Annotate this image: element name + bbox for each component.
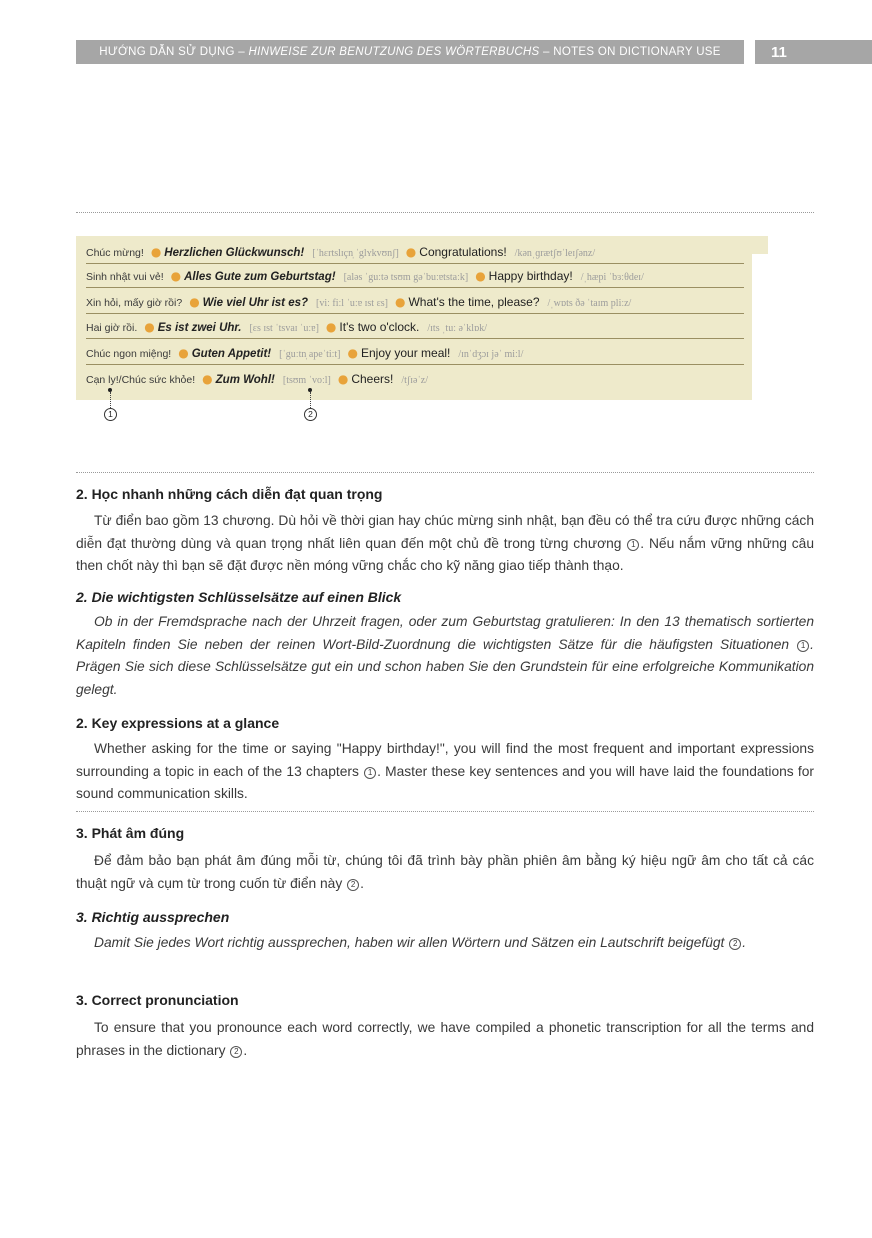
bullet-icon: ● (337, 372, 349, 386)
divider (76, 472, 814, 473)
phrase-de: Es ist zwei Uhr. (157, 322, 242, 334)
bullet-icon: ● (144, 320, 155, 334)
section-2-en-heading: 2. Key expressions at a glance (76, 715, 280, 731)
phrase-row (86, 315, 744, 339)
phrase-de: Alles Gute zum Geburtstag! (184, 271, 336, 283)
phrase-en: Cheers! (351, 372, 394, 386)
phrase-en-ipa: /ɪts ˌtuː əˈklɒk/ (427, 323, 488, 334)
section-2-en-text: Whether asking for the time or saying "Happy birthday!", you will find the most frequent and important expressions surrounding a topic in each of the 13 chapters 1 . Master these key sentences and you will have laid the foundations for sound communication skills. (76, 741, 814, 801)
section-3-vi-heading: 3. Phát âm đúng (76, 825, 185, 841)
phrase-de-ipa: [ˈguːtn̩ apeˈtiːt] (279, 349, 341, 360)
phrase-de-ipa: [ɛs ɪst ˈtsvaɪ ˈuːɐ] (249, 323, 319, 334)
bullet-icon: ● (202, 372, 213, 386)
ref-marker: 1 (797, 640, 809, 652)
phrase-de: Zum Wohl! (215, 374, 275, 386)
phrase-de: Wie viel Uhr ist es? (202, 297, 309, 309)
phrase-vi: Chúc mừng! (86, 247, 144, 259)
phrase-row (86, 264, 744, 288)
marker-1: 1 (104, 408, 117, 421)
phrase-row (86, 290, 744, 314)
phrase-en: Enjoy your meal! (361, 346, 451, 360)
phrase-en: What's the time, please? (408, 295, 540, 309)
phrase-en-ipa: /ˌhæpi ˈbɜːθdeɪ/ (580, 272, 644, 283)
page-number-tab (755, 40, 872, 64)
phrase-vi: Sinh nhật vui vẻ! (86, 271, 164, 283)
phrase-de: Herzlichen Glückwunsch! (164, 247, 305, 259)
ref-marker: 2 (347, 879, 359, 891)
section-3-en-heading: 3. Correct pronunciation (76, 992, 239, 1008)
section-2-vi-text: Từ điển bao gồm 13 chương. Dù hỏi về thời gian hay chúc mừng sinh nhật, bạn đều có thể tra cứu được những cách diễn đạt thường dùng và quan trọng nhất liên quan đến một chủ đề trong từng chương 1 . Nếu nắm vững những câu then chốt này thì bạn sẽ đặt được nền móng vững chắc cho kỹ năng giao tiếp thành thạo. (76, 513, 814, 573)
section-2-vi-heading: 2. Học nhanh những cách diễn đạt quan trọng (76, 486, 383, 502)
ref-marker: 1 (364, 767, 376, 779)
phrase-en: Congratulations! (419, 245, 507, 259)
ref-marker: 2 (230, 1046, 242, 1058)
bullet-icon: ● (178, 346, 189, 360)
phrase-row (86, 240, 744, 264)
phrase-vi: Hai giờ rồi. (86, 322, 138, 334)
section-3-de-heading: 3. Richtig aussprechen (76, 909, 230, 925)
bullet-icon: ● (150, 245, 162, 259)
divider (76, 811, 814, 812)
section-2-de-heading: 2. Die wichtigsten Schlüsselsätze auf einen Blick (76, 589, 402, 605)
phrase-de: Guten Appetit! (191, 348, 272, 360)
phrase-de-ipa: [tsʊm ˈvoːl] (282, 375, 331, 386)
bullet-icon: ● (395, 295, 406, 309)
marker-leader-2 (310, 392, 311, 408)
marker-2: 2 (304, 408, 317, 421)
section-2-de-text: Ob in der Fremdsprache nach der Uhrzeit fragen, oder zum Geburtstag gratulieren: In den 13 thematisch sortierten Kapiteln finden Sie neben der reinen Wort-Bild-Zuordnung die wichtigsten Sätze für die häufigsten Situationen 1 . Prägen Sie sich diese Schlüsselsätze gut ein und schon haben Sie den Grundstein für eine erfolgreiche Kommunikation gelegt. (76, 614, 814, 697)
section-3-de-text: Damit Sie jedes Wort richtig aussprechen, haben wir allen Wörtern und Sätzen ein Lautschrift beigefügt 2 . (94, 935, 747, 950)
section-3-en-text: To ensure that you pronounce each word correctly, we have compiled a phonetic transcription for all the terms and phrases in the dictionary 2 . (76, 1020, 814, 1058)
section-3-vi-text: Để đảm bảo bạn phát âm đúng mỗi từ, chúng tôi đã trình bày phần phiên âm bằng ký hiệu ngữ âm cho tất cả các thuật ngữ và cụm từ trong cuốn từ điển này 2 . (76, 853, 814, 891)
ref-marker: 1 (627, 539, 639, 551)
page-number: 11 (771, 43, 787, 61)
phrase-de-ipa: [aləs ˈguːtə tsʊm gəˈbuːɐtstaːk] (343, 272, 469, 283)
bullet-icon: ● (405, 245, 417, 259)
bullet-icon: ● (475, 269, 486, 283)
phrase-vi: Cạn ly!/Chúc sức khỏe! (86, 374, 196, 386)
phrase-example-box (76, 236, 752, 400)
phrase-en: Happy birthday! (488, 269, 573, 283)
bullet-icon: ● (347, 346, 358, 360)
divider-top (76, 212, 814, 213)
phrase-en-ipa: /ɪnˈdʒɔɪ jəˈ miːl/ (458, 349, 524, 360)
running-header (76, 40, 744, 64)
ref-marker: 2 (729, 938, 741, 950)
phrase-row (86, 341, 744, 365)
header-title-vi: HƯỚNG DẪN SỬ DỤNG – (99, 46, 245, 58)
phrase-en-ipa: /kənˌɡrætʃʊˈleɪʃənz/ (514, 248, 596, 259)
phrase-vi: Xin hỏi, mấy giờ rồi? (86, 297, 183, 309)
header-title-en: – NOTES ON DICTIONARY USE (543, 46, 721, 58)
box-lip (752, 236, 768, 254)
marker-leader-1 (110, 392, 111, 408)
phrase-de-ipa: [viː fiːl ˈuːɐ ɪst ɛs] (316, 298, 388, 309)
phrase-en-ipa: /tʃɪəˈz/ (401, 375, 429, 386)
phrase-en-ipa: /ˌwɒts ðə ˈtaɪm pliːz/ (547, 298, 632, 309)
bullet-icon: ● (325, 320, 337, 334)
bullet-icon: ● (189, 295, 200, 309)
phrase-de-ipa: [ˈhɛrtslɪçn̩ ˈglʏkvʊnʃ] (312, 248, 399, 259)
phrase-row (86, 366, 744, 390)
phrase-vi: Chúc ngon miệng! (86, 348, 172, 360)
phrase-en: It's two o'clock. (339, 320, 420, 334)
bullet-icon: ● (170, 269, 182, 283)
header-title-de: HINWEISE ZUR BENUTZUNG DES WÖRTERBUCHS (248, 46, 540, 58)
